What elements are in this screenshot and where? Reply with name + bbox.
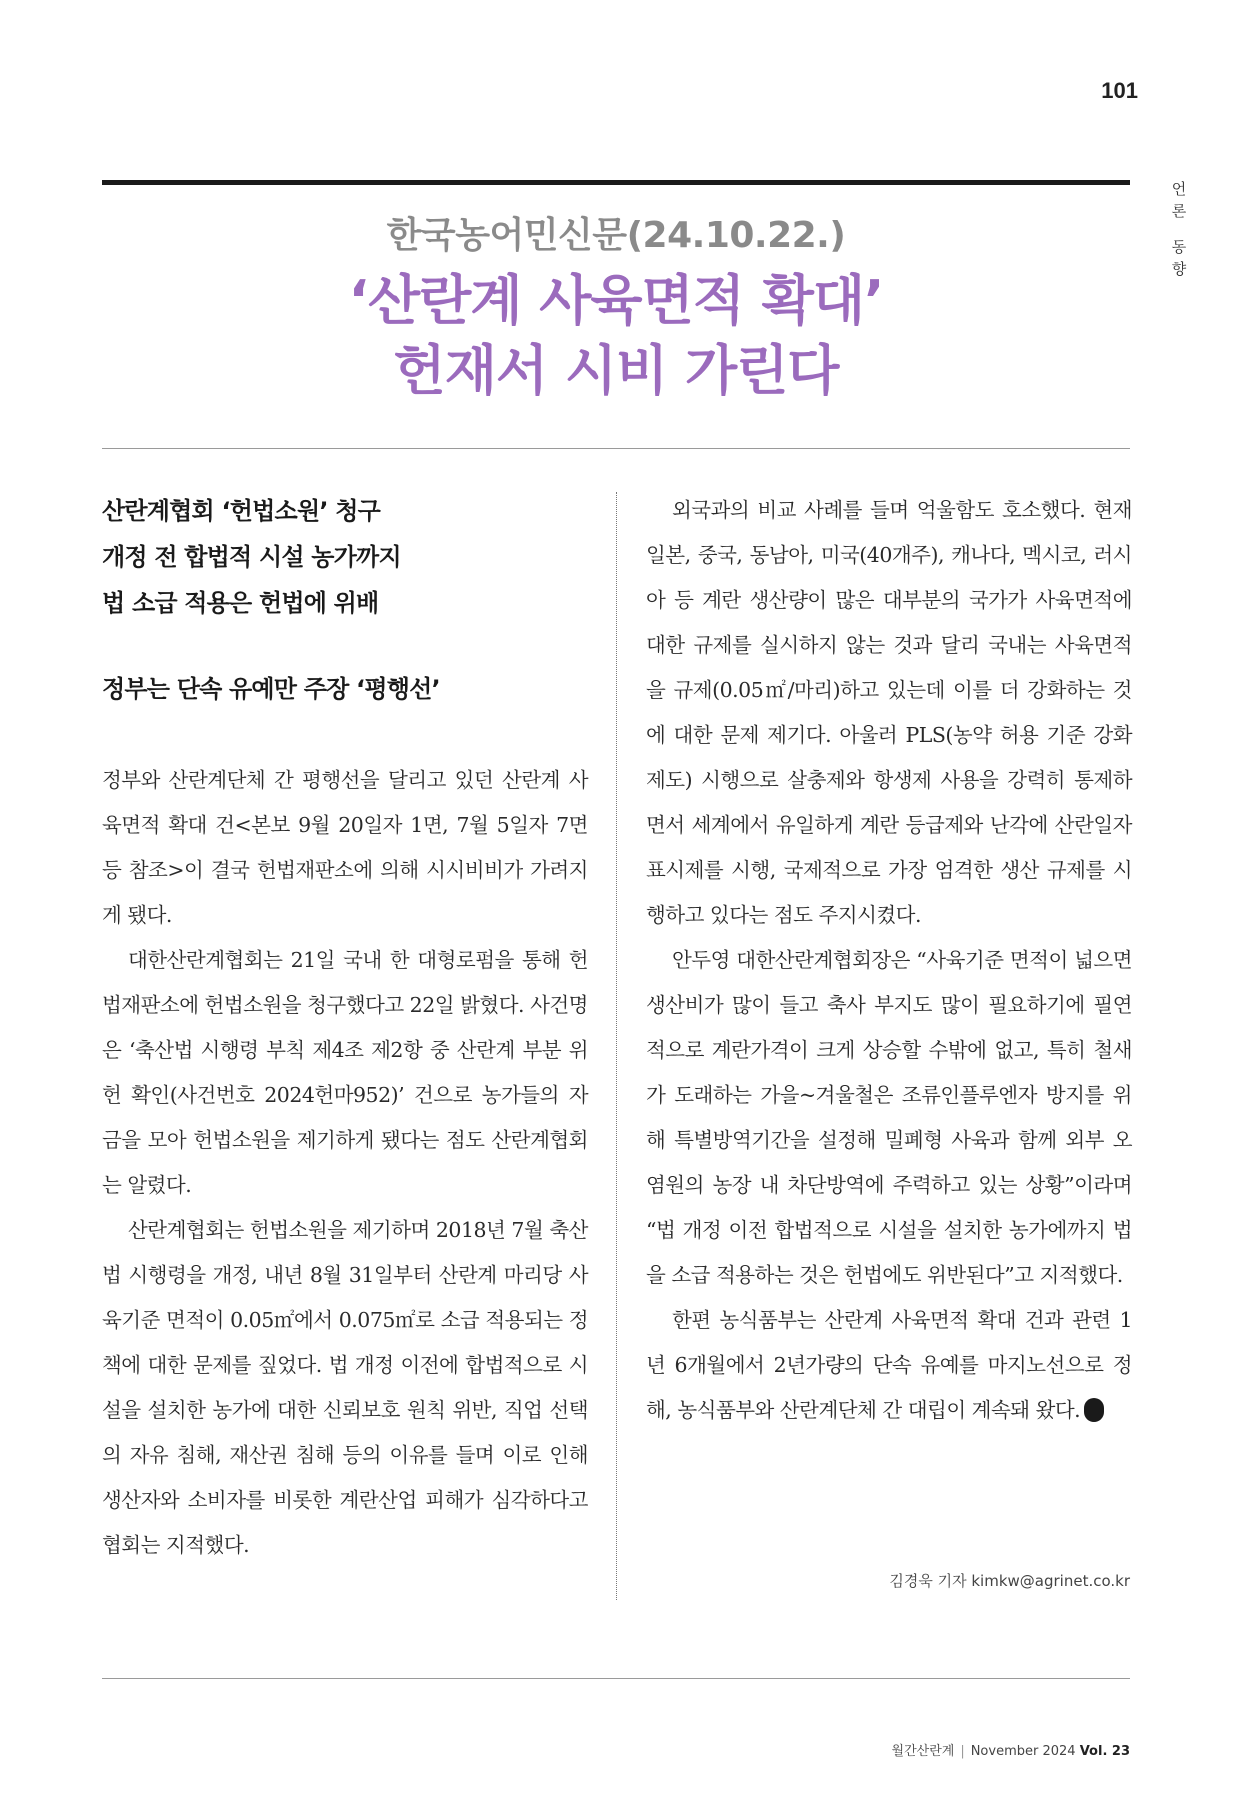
body-paragraph: 정부와 산란계단체 간 평행선을 달리고 있던 산란계 사육면적 확대 건<본보 9월 20일자 1면, 7월 5일자 7면 등 참조>이 결국 헌법재판소에 의해 시시비비가 가려지게 됐다. bbox=[102, 768, 588, 927]
subheadline-secondary: 정부는 단속 유예만 주장 ‘평행선’ bbox=[102, 675, 440, 703]
body-paragraph-last bbox=[646, 1298, 1132, 1433]
section-label-char: 향 bbox=[1171, 260, 1187, 278]
right-column bbox=[646, 488, 1132, 1433]
body-paragraph: 대한산란계협회는 21일 국내 한 대형로펌을 통해 헌법재판소에 헌법소원을 청구했다고 22일 밝혔다. 사건명은 ‘축산법 시행령 부칙 제4조 제2항 중 산란계 부분 위헌 확인(사건번호 2024헌마952)’ 건으로 농가들의 자금을 모아 헌법소원을 제기하게 됐다는 점도 산란계협회는 알렸다. bbox=[102, 948, 588, 1197]
column-divider bbox=[616, 492, 617, 1600]
subheadline: 법 소급 적용은 헌법에 위배 bbox=[102, 589, 379, 617]
body-paragraph: 안두영 대한산란계협회장은 “사육기준 면적이 넓으면 생산비가 많이 들고 축사 부지도 많이 필요하기에 필연적으로 계란가격이 크게 상승할 수밖에 없고, 특히 철새가 도래하는 가을~겨울철은 조류인플루엔자 방지를 위해 특별방역기간을 설정해 밀폐형 사육과 함께 외부 오염원의 농장 내 차단방역에 주력하고 있는 상황”이라며 “법 개정 이전 합법적으로 시설을 설치한 농가에까지 법을 소급 적용하는 것은 헌법에도 위반된다”고 지적했다. bbox=[646, 948, 1132, 1287]
section-label-char: 동 bbox=[1171, 238, 1187, 256]
section-label-char: 론 bbox=[1171, 202, 1187, 220]
subheadline: 산란계협회 ‘헌법소원’ 청구 bbox=[102, 497, 380, 525]
headline-line-1: ‘산란계 사육면적 확대’ bbox=[348, 269, 884, 332]
footer bbox=[600, 1740, 1130, 1759]
article-headline bbox=[102, 266, 1130, 406]
footer-magazine: 월간산란계 bbox=[891, 1744, 955, 1759]
byline: 김경욱 기자 kimkw@agrinet.co.kr bbox=[889, 1572, 1130, 1590]
headline-line-2: 헌재서 시비 가린다 bbox=[393, 339, 839, 402]
body-paragraph: 외국과의 비교 사례를 들며 억울함도 호소했다. 현재 일본, 중국, 동남아, 미국(40개주), 캐나다, 멕시코, 러시아 등 계란 생산량이 많은 대부분의 국가가 사육면적에 대한 규제를 실시하지 않는 것과 달리 국내는 사육면적을 규제(0.05㎡/마리)하고 있는데 이를 더 강화하는 것에 대한 문제 제기다. 아울러 PLS(농약 허용 기준 강화제도) 시행으로 살충제와 항생제 사용을 강력히 통제하면서 세계에서 유일하게 계란 등급제와 난각에 산란일자 표시제를 시행, 국제적으로 가장 엄격한 생산 규제를 시행하고 있다는 점도 주지시켰다. bbox=[646, 498, 1132, 927]
bottom-rule bbox=[102, 1678, 1130, 1679]
body-paragraph-text: 한편 농식품부는 산란계 사육면적 확대 건과 관련 1년 6개월에서 2년가량의 단속 유예를 마지노선으로 정해, 농식품부와 산란계단체 간 대립이 계속돼 왔다. bbox=[646, 1308, 1132, 1422]
end-mark-icon bbox=[1084, 1398, 1104, 1422]
subheadline: 개정 전 합법적 시설 농가까지 bbox=[102, 543, 401, 571]
section-label bbox=[1168, 178, 1190, 280]
article-source: 한국농어민신문(24.10.22.) bbox=[386, 215, 846, 256]
footer-separator: | bbox=[960, 1744, 965, 1759]
article-header bbox=[102, 212, 1130, 406]
header-divider bbox=[102, 448, 1130, 449]
footer-date: November 2024 bbox=[970, 1744, 1076, 1759]
section-label-char: 언 bbox=[1171, 180, 1187, 198]
top-rule bbox=[102, 180, 1130, 185]
footer-volume: Vol. 23 bbox=[1079, 1744, 1130, 1759]
left-column bbox=[102, 488, 588, 1568]
subheadline-block bbox=[102, 488, 588, 626]
body-paragraph: 산란계협회는 헌법소원을 제기하며 2018년 7월 축산법 시행령을 개정, 내년 8월 31일부터 산란계 마리당 사육기준 면적이 0.05㎡에서 0.075㎡로 소급 적용되는 정책에 대한 문제를 짚었다. 법 개정 이전에 합법적으로 시설을 설치한 농가에 대한 신뢰보호 원칙 위반, 직업 선택의 자유 침해, 재산권 침해 등의 이유를 들며 이로 인해 생산자와 소비자를 비롯한 계란산업 피해가 심각하다고 협회는 지적했다. bbox=[102, 1218, 588, 1557]
page-number: 101 bbox=[1101, 78, 1138, 103]
